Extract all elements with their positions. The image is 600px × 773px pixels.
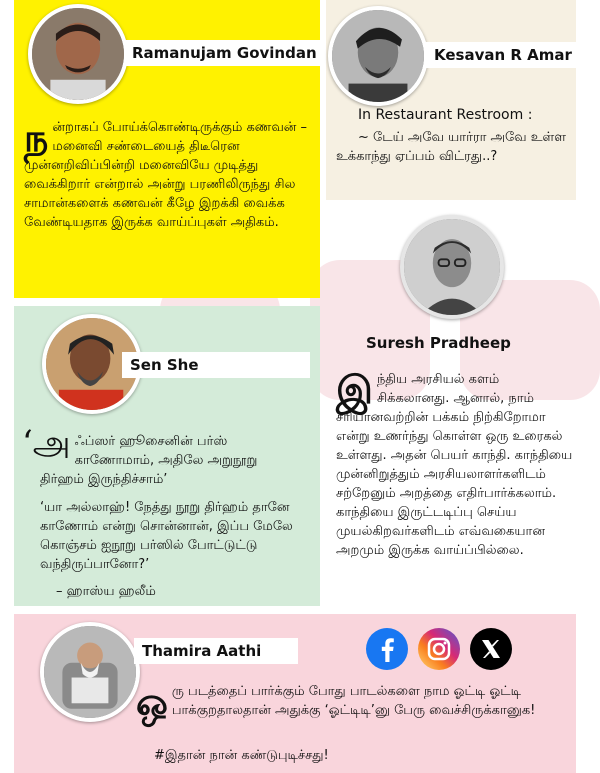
post-kesavan — [326, 0, 576, 200]
post-text: ‘அ ஃப்ஸர் ஹூசைனின் பர்ஸ் காணோமாம், அதிலே அறுநூறு திர்ஹம் இருந்திச்சாம்’ — [22, 423, 258, 487]
avatar-thamira — [40, 622, 140, 722]
post-text: ~ டேய் அவே யார்ரா அவே உள்ள உக்காந்து ஏப்பம் விட்ரது..? — [336, 130, 567, 164]
x-icon[interactable] — [470, 628, 512, 670]
author-name[interactable]: Kesavan R Amar — [426, 42, 580, 68]
post-text: ஒ ரு படத்தைப் பார்க்கும் போது பாடல்களை நாம ஓட்டி ஓட்டி பாக்குறதாலதான் அதுக்கு ‘ஓட்டிடி’னு பேரு வைச்சிருக்கானுக! — [136, 679, 536, 724]
post-text: இ ந்திய அரசியல் களம் சிக்கலானது. ஆனால், நாம் சரியானவற்றின் பக்கம் நிற்கிறோமா என்று உணர்ந்து கொள்ள ஒரு உரைகல் உள்ளது. அதன் பெயர் காந்தி. காந்தியை முன்னிறுத்தும் அரசியலாளர்களிடம் சற்றேனும் அறத்தை எதிர்பார்க்கலாம். காந்தியை இருட்டடிப்பு செய்ய முயல்கிறவர்களிடம் எவ்வகையான அறமும் இருக்க வாய்ப்பில்லை. — [336, 367, 573, 558]
dropcap: ஒ — [136, 679, 168, 724]
author-name[interactable]: Suresh Pradheep — [366, 334, 511, 352]
post-heading: In Restaurant Restroom : — [358, 107, 533, 123]
post-text: ந ன்றாகப் போய்க்கொண்டிருக்கும் கணவன் – மனைவி சண்டையைத் திடீரென முன்னறிவிப்பின்றி மனைவியே முடித்து வைக்கிறார் என்றால் அன்று பரணிலிருந்து சில சாமான்களைக் கணவன் கீழே இறக்கி வைக்க வேண்டியதாக இருக்க வாய்ப்புகள் அதிகம். — [24, 115, 308, 230]
post-text-continued: ‘யா அல்லாஹ்! நேத்து நூறு திர்ஹம் தானே காணோம் என்று சொன்னான், இப்ப மேலே கொஞ்சம் ஐநூறு பர்ஸில் போட்டுட்டு வந்திருப்பானோ?’ — [40, 500, 293, 572]
dropcap: இ — [336, 367, 373, 412]
avatar-ramanujam — [28, 4, 128, 104]
post-credit: – ஹாஸ்ய ஹலீம் — [56, 584, 156, 599]
dropcap: ந — [24, 115, 49, 160]
avatar-kesavan — [328, 6, 428, 106]
post-thamira — [14, 614, 576, 773]
author-name[interactable]: Thamira Aathi — [134, 638, 298, 664]
post-hashtag[interactable]: #இதான் நான் கண்டுபுடிச்சது! — [154, 748, 329, 763]
post-suresh — [326, 205, 576, 605]
dropcap: ‘அ — [22, 423, 71, 463]
avatar-suresh — [400, 215, 504, 319]
author-name[interactable]: Ramanujam Govindan — [124, 40, 325, 66]
facebook-icon[interactable] — [366, 628, 408, 670]
instagram-icon[interactable] — [418, 628, 460, 670]
post-ramanujam — [14, 0, 320, 298]
author-name[interactable]: Sen She — [122, 352, 310, 378]
post-sen — [14, 306, 320, 606]
